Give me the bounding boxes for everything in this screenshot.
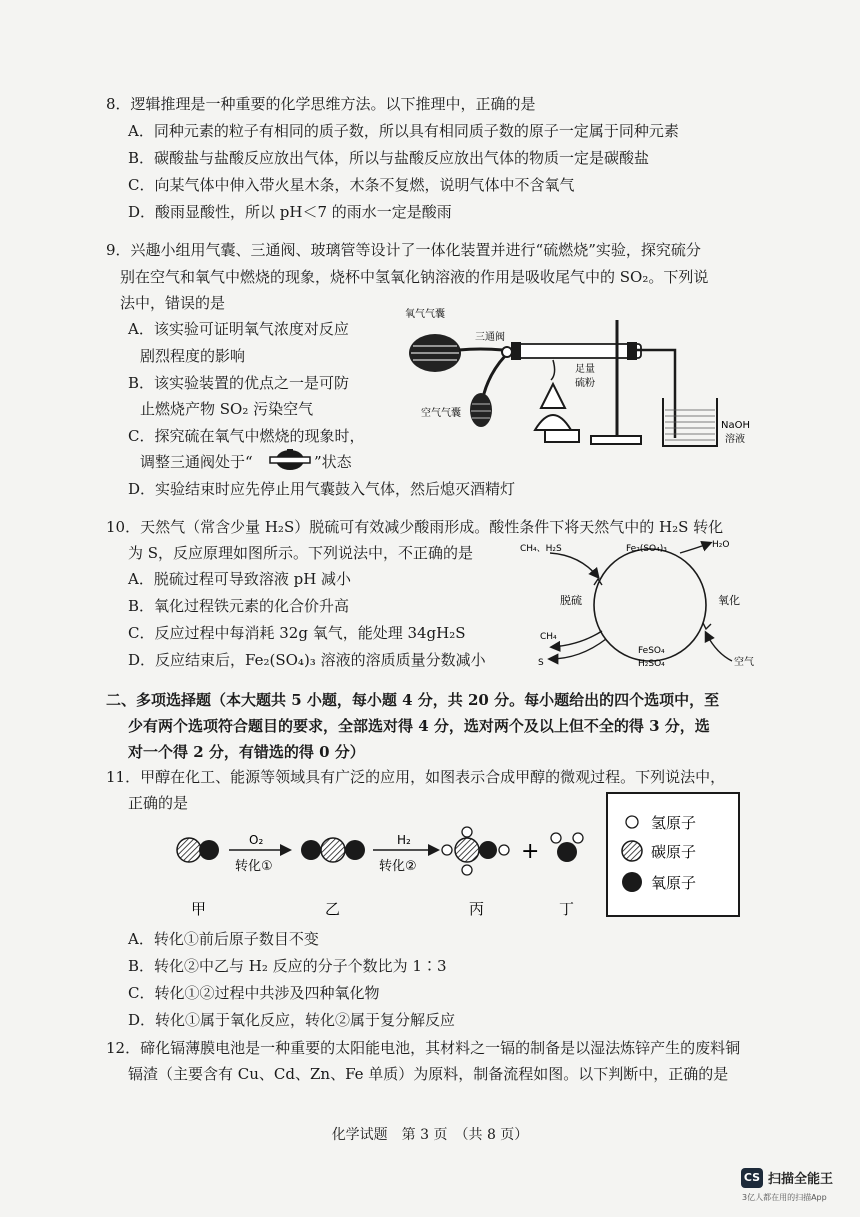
fig-label-in-left: CH₄、H₂S — [520, 544, 562, 554]
q9-option-a-line1: A．该实验可证明氧气浓度对反应 — [128, 320, 349, 338]
fig-label-out-right: H₂O — [712, 540, 730, 550]
q9-stem-line3: 法中，错误的是 — [120, 294, 226, 312]
q8-stem: 8．逻辑推理是一种重要的化学思维方法。以下推理中，正确的是 — [106, 95, 536, 113]
fig-label-out-ch4: CH₄ — [540, 632, 557, 642]
q9-option-c-line2: 调整三通阀处于“ — [140, 453, 253, 471]
camscanner-logo-icon: CS — [741, 1168, 763, 1188]
fig-label-naoh-1: NaOH — [721, 420, 750, 431]
q11-option-c: C．转化①②过程中共涉及四种氧化物 — [128, 984, 380, 1002]
q9-option-d: D．实验结束时应先停止用气囊鼓入气体，然后熄灭酒精灯 — [128, 480, 516, 498]
fig-label-oxygen-bag: 氧气气囊 — [405, 309, 445, 320]
fig-label-right: 氧化 — [718, 594, 740, 607]
fig-label-three-way: 三通阀 — [475, 332, 505, 343]
q11-stem-line2: 正确的是 — [128, 794, 189, 812]
label-ding: 丁 — [559, 900, 575, 918]
molecule-yi — [301, 838, 365, 862]
q10-stem-line1: 10．天然气（常含少量 H₂S）脱硫可有效减少酸雨形成。酸性条件下将天然气中的 H₂S 转化 — [106, 518, 724, 536]
q9-option-c-line1: C．探究硫在氧气中燃烧的现象时， — [128, 427, 365, 445]
page-footer: 化学试题 第 3 页 （共 8 页） — [331, 1127, 529, 1143]
legend-hydrogen-icon — [626, 816, 638, 828]
q12-stem-line1: 12．碲化镉薄膜电池是一种重要的太阳能电池，其材料之一镉的制备是以湿法炼锌产生的废料铜 — [106, 1039, 741, 1057]
molecule-ding — [551, 833, 583, 862]
molecule-bing — [442, 827, 509, 875]
q10-option-b: B．氧化过程铁元素的化合价升高 — [128, 597, 350, 615]
air-bag-icon — [470, 393, 492, 427]
q9-option-b-line2: 止燃烧产物 SO₂ 污染空气 — [140, 400, 314, 418]
valve-state-icon — [268, 447, 312, 473]
legend-oxygen: 氧原子 — [651, 874, 697, 892]
section2-line2: 少有两个选项符合题目的要求，全部选对得 4 分，选对两个及以上但不全的得 3 分，选 — [128, 717, 710, 735]
fig-label-bottom-2: H₂SO₄ — [638, 659, 665, 669]
q8-option-c: C．向某气体中伸入带火星木条，木条不复燃，说明气体中不含氧气 — [128, 176, 575, 194]
q11-molecule-figure — [165, 788, 745, 923]
fig-label-air-bag: 空气气囊 — [421, 408, 461, 419]
q9-stem-line2: 别在空气和氧气中燃烧的现象，烧杯中氢氧化钠溶液的作用是吸收尾气中的 SO₂。下列说 — [120, 268, 709, 286]
section2-line3: 对一个得 2 分，有错选的得 0 分） — [128, 743, 365, 761]
legend-hydrogen: 氢原子 — [651, 814, 697, 832]
q11-stem-line1: 11．甲醇在化工、能源等领域具有广泛的应用，如图表示合成甲醇的微观过程。下列说法中， — [106, 768, 726, 786]
fig-label-naoh-2: 溶液 — [725, 434, 745, 445]
fig-label-sulfur-1: 足量 — [575, 364, 595, 375]
label-bing: 丙 — [469, 900, 485, 918]
label-yi: 乙 — [325, 900, 341, 918]
arrow1-reagent: O₂ — [249, 833, 264, 847]
section2-line1: 二、多项选择题（本大题共 5 小题，每小题 4 分，共 20 分。每小题给出的四个选项中，至 — [106, 691, 720, 709]
fig-label-out-s: S — [538, 658, 544, 668]
q8-option-a: A．同种元素的粒子有相同的质子数，所以具有相同质子数的原子一定属于同种元素 — [128, 122, 679, 140]
fig-label-left: 脱硫 — [560, 594, 582, 607]
plus-sign: + — [521, 839, 540, 864]
q8-option-d: D．酸雨显酸性，所以 pH＜7 的雨水一定是酸雨 — [128, 203, 452, 221]
q9-stem-line1: 9．兴趣小组用气囊、三通阀、玻璃管等设计了一体化装置并进行“硫燃烧”实验，探究硫分 — [106, 241, 701, 259]
camscanner-name: 扫描全能王 — [768, 1172, 834, 1187]
legend-carbon-icon — [622, 841, 642, 861]
molecule-jia — [177, 838, 219, 862]
q10-option-c: C．反应过程中每消耗 32g 氧气，能处理 34gH₂S — [128, 624, 466, 642]
q9-apparatus-figure — [395, 298, 765, 458]
q11-option-d: D．转化①属于氧化反应，转化②属于复分解反应 — [128, 1011, 456, 1029]
q12-stem-line2: 镉渣（主要含有 Cu、Cd、Zn、Fe 单质）为原料，制备流程如图。以下判断中，正确的是 — [128, 1065, 729, 1083]
fig-label-in-air: 空气 — [734, 657, 754, 668]
fig-label-sulfur-2: 硫粉 — [575, 378, 595, 389]
legend-carbon: 碳原子 — [651, 843, 697, 861]
arrow2-reagent: H₂ — [397, 833, 411, 847]
q10-cycle-figure — [520, 535, 770, 675]
q9-option-a-line2: 剧烈程度的影响 — [140, 347, 246, 365]
three-way-valve-icon — [502, 347, 512, 357]
q9-option-b-line1: B．该实验装置的优点之一是可防 — [128, 374, 350, 392]
fig-label-bottom-1: FeSO₄ — [638, 646, 665, 656]
camscanner-tagline: 3亿人都在用的扫描App — [742, 1193, 827, 1202]
fig-label-top: Fe₂(SO₄)₃ — [626, 544, 667, 554]
q9-option-c-line2-end: ”状态 — [314, 453, 352, 471]
q8-option-b: B．碳酸盐与盐酸反应放出气体，所以与盐酸反应放出气体的物质一定是碳酸盐 — [128, 149, 650, 167]
arrow2-step: 转化② — [379, 859, 417, 874]
q11-option-b: B．转化②中乙与 H₂ 反应的分子个数比为 1∶3 — [128, 957, 447, 975]
q11-option-a: A．转化①前后原子数目不变 — [128, 930, 319, 948]
q10-option-a: A．脱硫过程可导致溶液 pH 减小 — [128, 570, 352, 588]
label-jia: 甲 — [191, 900, 207, 918]
arrow1-step: 转化① — [235, 859, 273, 874]
q10-stem-line2: 为 S，反应原理如图所示。下列说法中，不正确的是 — [128, 544, 474, 562]
q10-option-d: D．反应结束后，Fe₂(SO₄)₃ 溶液的溶质质量分数减小 — [128, 651, 486, 669]
legend-oxygen-icon — [622, 872, 642, 892]
